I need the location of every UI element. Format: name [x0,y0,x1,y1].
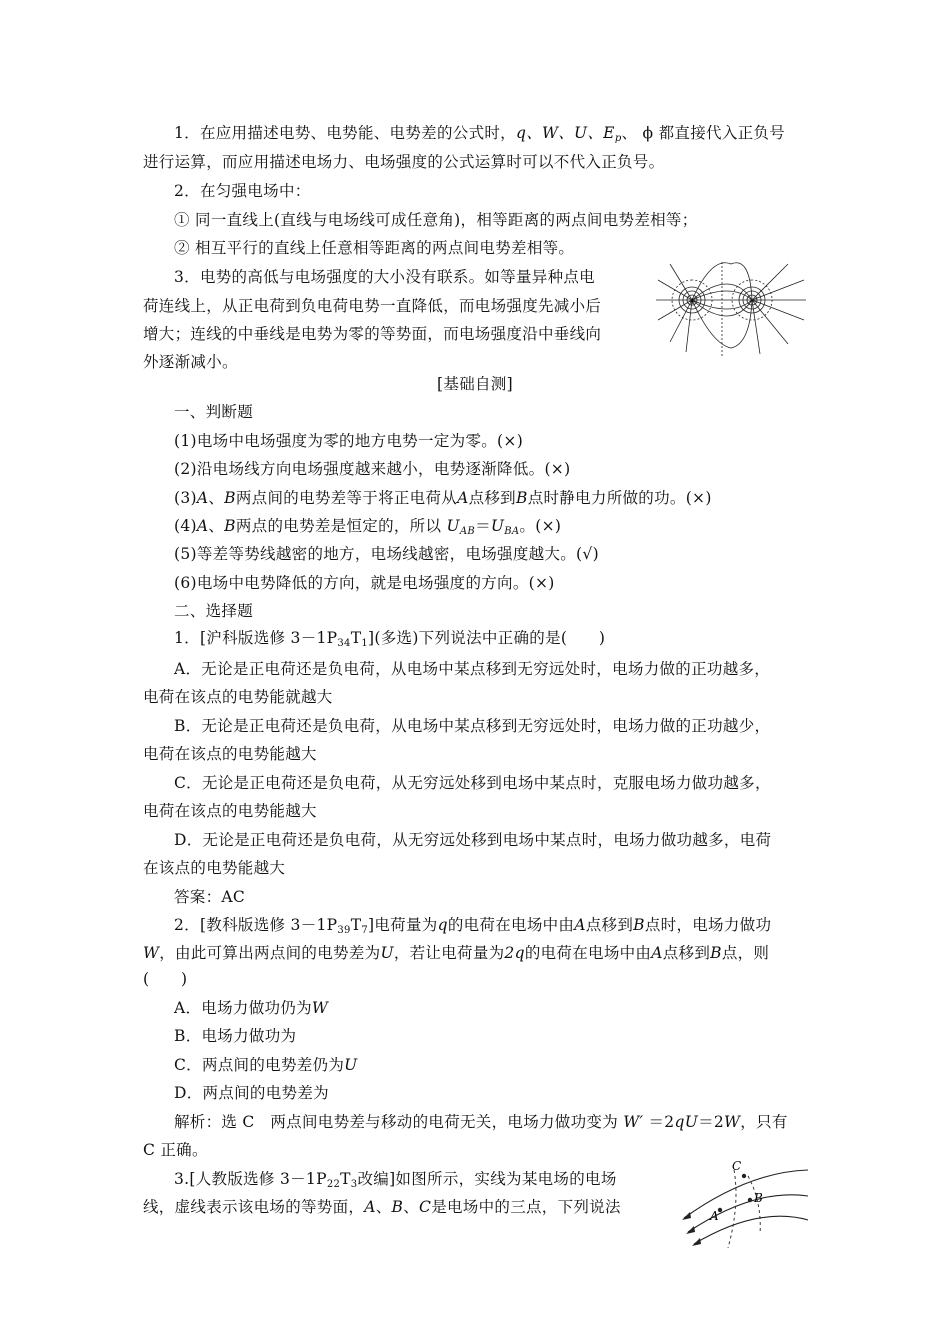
section-title: [基础自测] [437,375,513,393]
q1-option-a-line-2: 电荷在该点的电势能就越大 [143,688,333,706]
note-1-line-1: 1．在应用描述电势、电势能、电势差的公式时，q、W、U、$E_p$、 ϕ 都直接代入正负号 [174,124,786,144]
q1-option-d-line-1: D．无论是正电荷还是负电荷，从无穷远处移到电场中某点时，电场力做功越多，电荷 [174,831,772,849]
note-3-line-1: 3．电势的高低与电场强度的大小没有联系。如等量异种点电 [174,268,595,286]
q3-stem-line-2: 线，虚线表示该电场的等势面，A、B、C是电场中的三点，下列说法 [143,1198,621,1216]
judge-item-1: (1)电场中电场强度为零的地方电势一定为零。(×) [174,432,524,450]
note-2-item-1: ① 同一直线上(直线与电场线可成任意角)，相等距离的两点间电势差相等； [174,211,698,229]
q1-option-b-line-2: 电荷在该点的电势能越大 [143,745,317,763]
judge-item-4: (4)A、B两点的电势差是恒定的，所以 $U_{AB}=U_{BA}$。(×) [174,517,562,537]
label-a: A [710,1209,719,1223]
label-c: C [732,1159,742,1173]
q2-option-d: D．两点间的电势差为 [174,1084,329,1102]
curved-field-figure [668,1158,810,1250]
q1-option-b-line-1: B．无论是正电荷还是负电荷，从电场中某点移到无穷远处时，电场力做的正功越少， [174,717,771,735]
q2-stem-line-3: ( ) [143,970,188,988]
note-2: 2．在匀强电场中： [174,182,311,200]
q2-option-a: A．电场力做功仍为W [174,999,329,1017]
part2-title: 二、选择题 [174,602,254,620]
note-3-line-4: 外逐渐减小。 [143,353,238,371]
judge-item-6: (6)电场中电势降低的方向，就是电场强度的方向。(×) [174,574,555,592]
svg-text:−: − [749,297,757,307]
q1-option-d-line-2: 在该点的电势能越大 [143,859,286,877]
q1-option-c-line-1: C．无论是正电荷还是负电荷，从无穷远处移到电场中某点时，克服电场力做功越多， [174,774,771,792]
q3-stem-line-1: 3.[人教版选修 $3-1P_{22}T_3$改编]如图所示，实线为某电场的电场 [174,1170,617,1190]
note-2-item-2: ② 相互平行的直线上任意相等距离的两点间电势差相等。 [174,239,575,257]
q2-option-b: B．电场力做功为 [174,1027,297,1045]
q2-solution-line-1: 解析：选 C 两点间电势差与移动的电荷无关，电场力做功变为 W′ ＝2qU＝2W，只有 [174,1113,788,1131]
svg-text:+: + [688,297,697,307]
dipole-field-figure [652,262,810,360]
q2-stem-line-1: 2．[教科版选修 $3-1P_{39}T_7$]电荷量为q的电荷在电场中由A点移到B点时，电场力做功 [174,916,772,936]
q2-option-c: C．两点间的电势差仍为U [174,1056,358,1074]
q1-option-c-line-2: 电荷在该点的电势能越大 [143,802,317,820]
note-3-line-3: 增大；连线的中垂线是电势为零的等势面，而电场强度沿中垂线向 [143,325,602,343]
q2-solution-line-2: C 正确。 [143,1141,208,1159]
note-3-line-2: 荷连线上，从正电荷到负电荷电势一直降低，而电场强度先减小后 [143,297,602,315]
q1-answer: 答案：AC [174,888,246,906]
q2-stem-line-2: W，由此可算出两点间的电势差为U，若让电荷量为2q的电荷在电场中由A点移到B点，则 [143,944,770,962]
q1-option-a-line-1: A．无论是正电荷还是负电荷，从电场中某点移到无穷远处时，电场力做的正功越多， [174,660,771,678]
label-b: B [754,1191,763,1205]
judge-item-5: (5)等差等势线越密的地方，电场线越密，电场强度越大。(√) [174,545,599,563]
part1-title: 一、判断题 [174,403,254,421]
judge-item-2: (2)沿电场线方向电场强度越来越小，电势逐渐降低。(×) [174,460,571,478]
q1-stem: 1．[沪科版选修 $3-1P_{34}T_1$](多选)下列说法中正确的是( ) [174,629,606,649]
note-1-line-2: 进行运算，而应用描述电场力、电场强度的公式运算时可以不代入正负号。 [143,153,665,171]
judge-item-3: (3)A、B两点间的电势差等于将正电荷从A点移到B点时静电力所做的功。(×) [174,489,712,507]
